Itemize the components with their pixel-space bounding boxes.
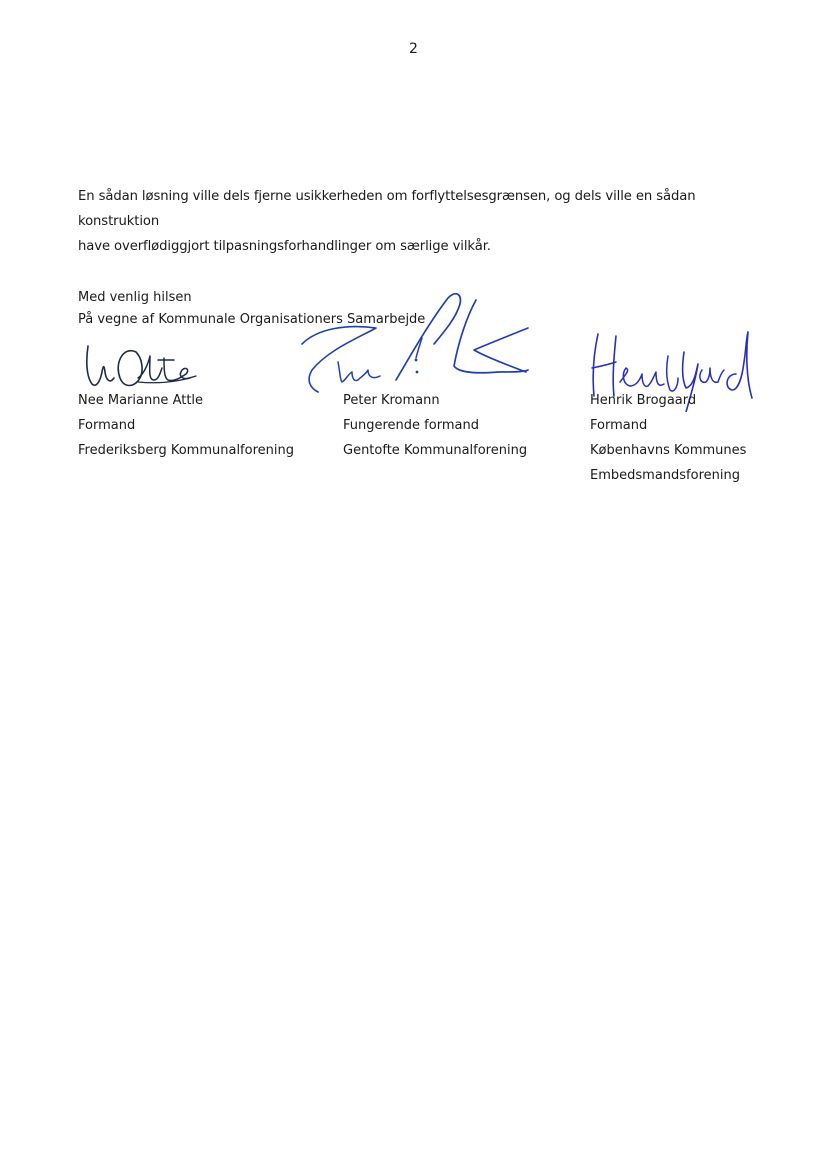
page-number: 2 [409, 41, 418, 57]
body-paragraph [78, 184, 758, 259]
signatory-block [343, 388, 527, 463]
signatory-organization: Københavns Kommunes [590, 443, 747, 458]
signatory-name: Nee Marianne Attle [78, 393, 204, 408]
paragraph-line: En sådan løsning ville dels fjerne usikkerheden om forflyttelsesgrænsen, og dels ville en sådan konstruktion [78, 189, 696, 229]
signatory-title: Fungerende formand [343, 418, 479, 433]
signatory-block [590, 388, 746, 488]
signatory-organization: Frederiksberg Kommunalforening [78, 443, 294, 458]
signatory-title: Formand [78, 418, 136, 433]
greeting: Med venlig hilsen [78, 290, 192, 305]
signatory-name: Henrik Brogaard [590, 393, 697, 408]
on-behalf-line: På vegne af Kommunale Organisationers Samarbejde [78, 312, 426, 327]
closing [78, 287, 425, 331]
signatory-organization: Embedsmandsforening [590, 468, 740, 483]
signatory-name: Peter Kromann [343, 393, 440, 408]
signatory-title: Formand [590, 418, 648, 433]
signatory-organization: Gentofte Kommunalforening [343, 443, 528, 458]
signatory-block [78, 388, 294, 463]
paragraph-line: have overflødiggjort tilpasningsforhandlinger om særlige vilkår. [78, 239, 491, 254]
